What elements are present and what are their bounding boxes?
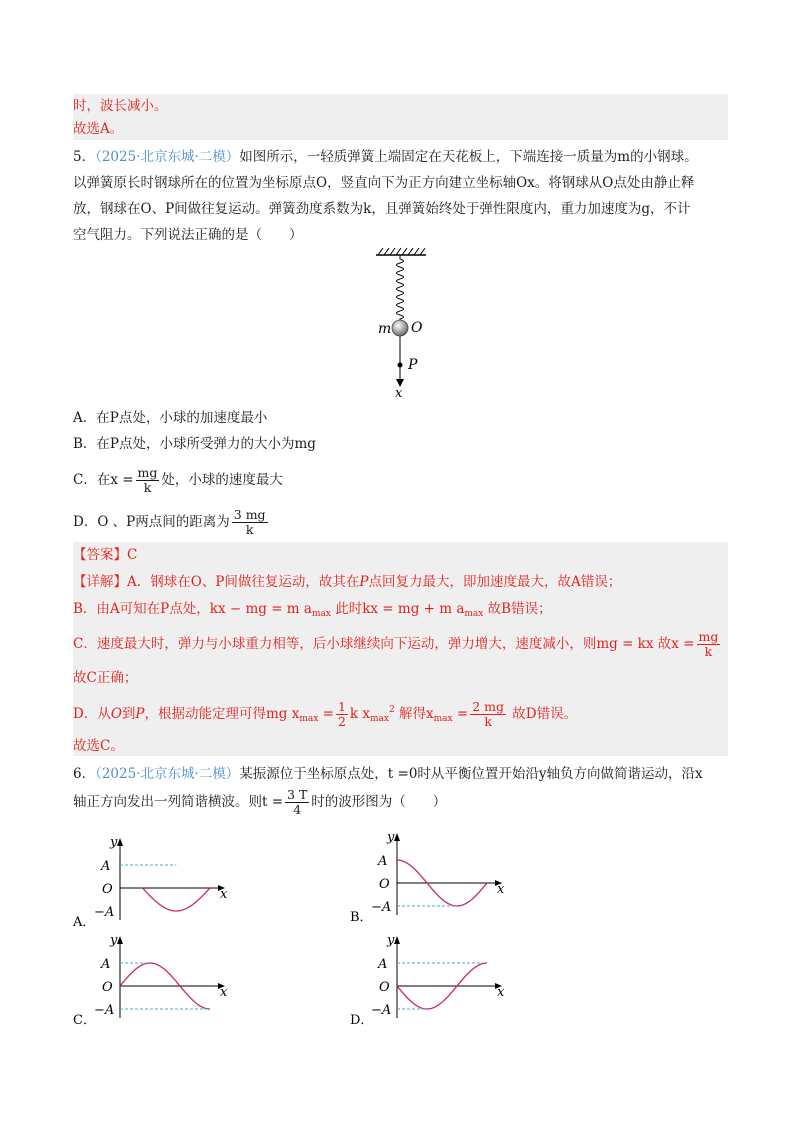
option-letter: B． (350, 910, 373, 925)
y-axis-label: y (387, 830, 395, 845)
spring-figure (360, 245, 440, 400)
q6-line-2: 轴正方向发出一列简谐横波。则t = $\frac{3 T}{4}$ 时的波形图为（ ） (73, 787, 447, 817)
origin-label: O (411, 320, 423, 336)
steel-ball (392, 320, 408, 336)
q5-option-d (73, 508, 270, 537)
detail-line-6: 故选C。 (73, 738, 124, 754)
wave-graph-option-b (350, 827, 510, 927)
prev-answer-line-2: 故选A。 (73, 121, 124, 137)
wave-graph-option-a (73, 832, 233, 932)
q6-line-1: 6．（2025·北京东城·二模）某振源位于坐标原点处，t =0时从平衡位置开始沿y轴负方向做简谐运动，沿x (73, 766, 703, 782)
negative-amplitude-label: −A (371, 900, 392, 915)
origin-label: O (102, 980, 113, 995)
q5-option-d-fraction: $\frac{3 mg}{k}$ (233, 507, 266, 537)
origin-label: O (102, 882, 113, 897)
detail-line-1: 【详解】A．钢球在O、P间做往复运动，故其在P点回复力最大，即加速度最大，故A错误； (73, 574, 622, 590)
q5-line-4: 空气阻力。下列说法正确的是（ ） (73, 227, 303, 243)
amplitude-label: A (378, 854, 388, 869)
prev-answer-box (73, 94, 728, 140)
detail-line-4: 故C正确； (73, 670, 138, 686)
amplitude-label: A (101, 957, 111, 972)
y-axis-label: y (110, 835, 118, 850)
detail-line-2: B．由A可知在P点处，kx − mg = m $a_{max}$ 此时kx = mg + m $a_{max}$ 故B错误； (73, 601, 552, 619)
point-p-label: P (408, 357, 418, 373)
option-letter: C． (73, 1013, 96, 1028)
negative-amplitude-label: −A (371, 1003, 392, 1018)
q5-line-1 (73, 147, 698, 167)
prev-answer-line-1: 时，波长减小。 (73, 98, 168, 114)
option-letter: D． (350, 1013, 374, 1028)
q5-option-c-pre: C．在x = (73, 472, 134, 488)
q5-option-b: B．在P点处，小球所受弹力的大小为mg (73, 436, 316, 452)
wave-curve (143, 888, 211, 911)
q5-source: （2025·北京东城·二模） (95, 149, 240, 165)
q5-option-c (73, 466, 283, 495)
negative-amplitude-label: −A (94, 1003, 115, 1018)
detail-line-3: C．速度最大时，弹力与小球重力相等，后小球继续向下运动，弹力增大，速度减小，则mg = kx 故x = $\frac{mg}{k}$ (73, 629, 719, 659)
amplitude-label: A (101, 859, 111, 874)
x-axis-label: x (220, 887, 228, 902)
x-axis-label: x (497, 882, 505, 897)
wave-graph-option-d (350, 930, 510, 1030)
q5-option-c-post: 处，小球的速度最大 (161, 472, 283, 488)
q5-line-2: 以弹簧原长时钢球所在的位置为坐标原点O，竖直向下为正方向建立坐标轴Ox。将钢球从O点处由静止释 (73, 175, 695, 191)
point-p-dot (398, 363, 403, 368)
negative-amplitude-label: −A (94, 905, 115, 920)
mass-label: m (378, 321, 392, 337)
origin-label: O (379, 980, 390, 995)
wave-graph-option-c (73, 930, 233, 1030)
q5-number: 5． (73, 149, 96, 165)
y-axis-label: y (110, 933, 118, 948)
spring-coil (397, 255, 404, 321)
answer-label: 【答案】C (73, 547, 138, 563)
option-letter: A． (73, 915, 96, 930)
x-axis-label: x (395, 386, 403, 400)
q5-option-a: A．在P点处，小球的加速度最小 (73, 410, 268, 426)
detail-line-5: D．从O到P，根据动能定理可得mg $x_{max}$ = $\frac{1}{2}$ k $x_{max}^2$ 解得$x_{max}$ = $\frac{2 mg}{k}$ 故D错误。 (73, 699, 578, 729)
q5-option-c-fraction: $\frac{mg}{k}$ (137, 465, 158, 495)
amplitude-label: A (378, 957, 388, 972)
x-axis-label: x (220, 985, 228, 1000)
q5-text-1: 如图所示，一轻质弹簧上端固定在天花板上，下端连接一质量为m的小钢球。 (239, 149, 698, 165)
y-axis-label: y (387, 933, 395, 948)
q5-line-3: 放，钢球在O、P间做往复运动。弹簧劲度系数为k，且弹簧始终处于弹性限度内，重力加速度为g，不计 (73, 201, 691, 217)
origin-label: O (379, 877, 390, 892)
x-axis-label: x (497, 985, 505, 1000)
q5-option-d-pre: D．O 、P两点间的距离为 (73, 514, 230, 530)
